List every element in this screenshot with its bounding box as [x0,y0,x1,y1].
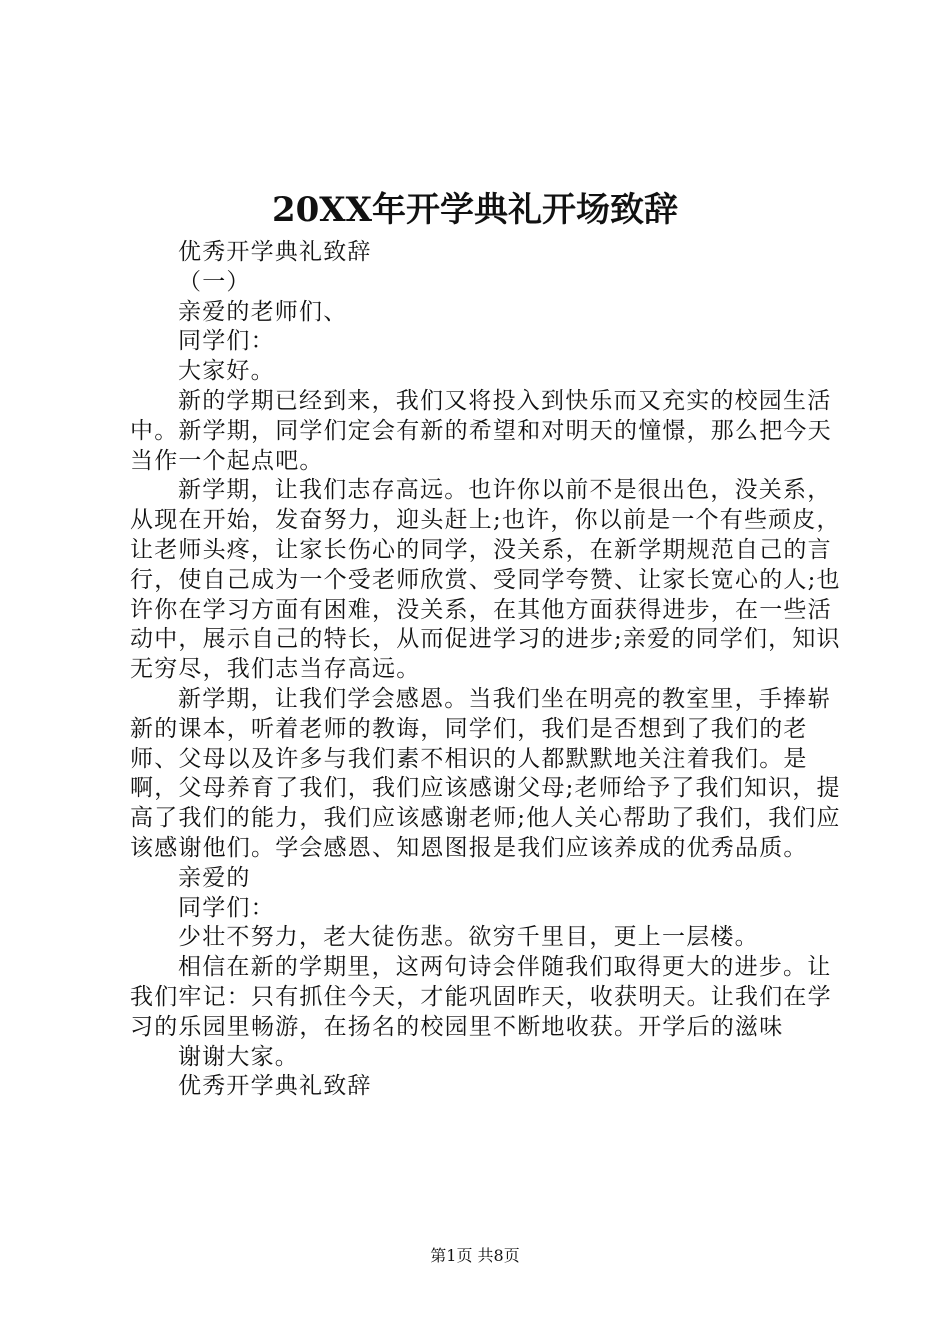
paragraph: 优秀开学典礼致辞 [178,239,372,265]
paragraph: 同学们： [178,894,275,921]
document-body [130,238,850,1102]
paragraph: 相信在新的学期里，这两句诗会伴随我们取得更大的进步。让我们牢记：只有抓住今天，才能巩固昨天，收获明天。让我们在学习的乐园里畅游，在扬名的校园里不断地收获。开学后的滋味 [130,954,832,1040]
page-footer: 第1页 共8页 [430,1246,520,1265]
paragraph: 少壮不努力，老大徒伤悲。欲穷千里目，更上一层楼。 [178,924,759,951]
paragraph: 亲爱的 [178,864,251,891]
paragraph: 新学期，让我们志存高远。也许你以前不是很出色，没关系，从现在开始，发奋努力，迎头赶上;也许，你以前是一个有些顽皮，让老师头疼，让家长伤心的同学，没关系，在新学期规范自己的言行，使自己成为一个受老师欣赏、受同学夸赞、让家长宽心的人;也许你在学习方面有困难，没关系，在其他方面获得进步，在一些活动中，展示自己的特长，从而促进学习的进步;亲爱的同学们，知识无穷尽，我们志当存高远。 [130,477,841,683]
paragraph: 谢谢大家。 [178,1043,299,1070]
paragraph: 大家好。 [178,358,275,385]
paragraph: 优秀开学典礼致辞 [178,1073,372,1100]
paragraph: 同学们： [178,328,275,355]
document-title: 20XX年开学典礼开场致辞 [271,190,679,230]
paragraph: 亲爱的老师们、 [178,298,348,325]
paragraph: 新的学期已经到来，我们又将投入到快乐而又充实的校园生活中。新学期，同学们定会有新的希望和对明天的憧憬，那么把今天当作一个起点吧。 [130,387,832,474]
paragraph: （一） [178,268,251,295]
paragraph: 新学期，让我们学会感恩。当我们坐在明亮的教室里，手捧崭新的课本，听着老师的教诲，同学们，我们是否想到了我们的老师、父母以及许多与我们素不相识的人都默默地关注着我们。是啊，父母养育了我们，我们应该感谢父母;老师给予了我们知识，提高了我们的能力，我们应该感谢老师;他人关心帮助了我们，我们应该感谢他们。学会感恩、知恩图报是我们应该养成的优秀品质。 [130,685,841,861]
